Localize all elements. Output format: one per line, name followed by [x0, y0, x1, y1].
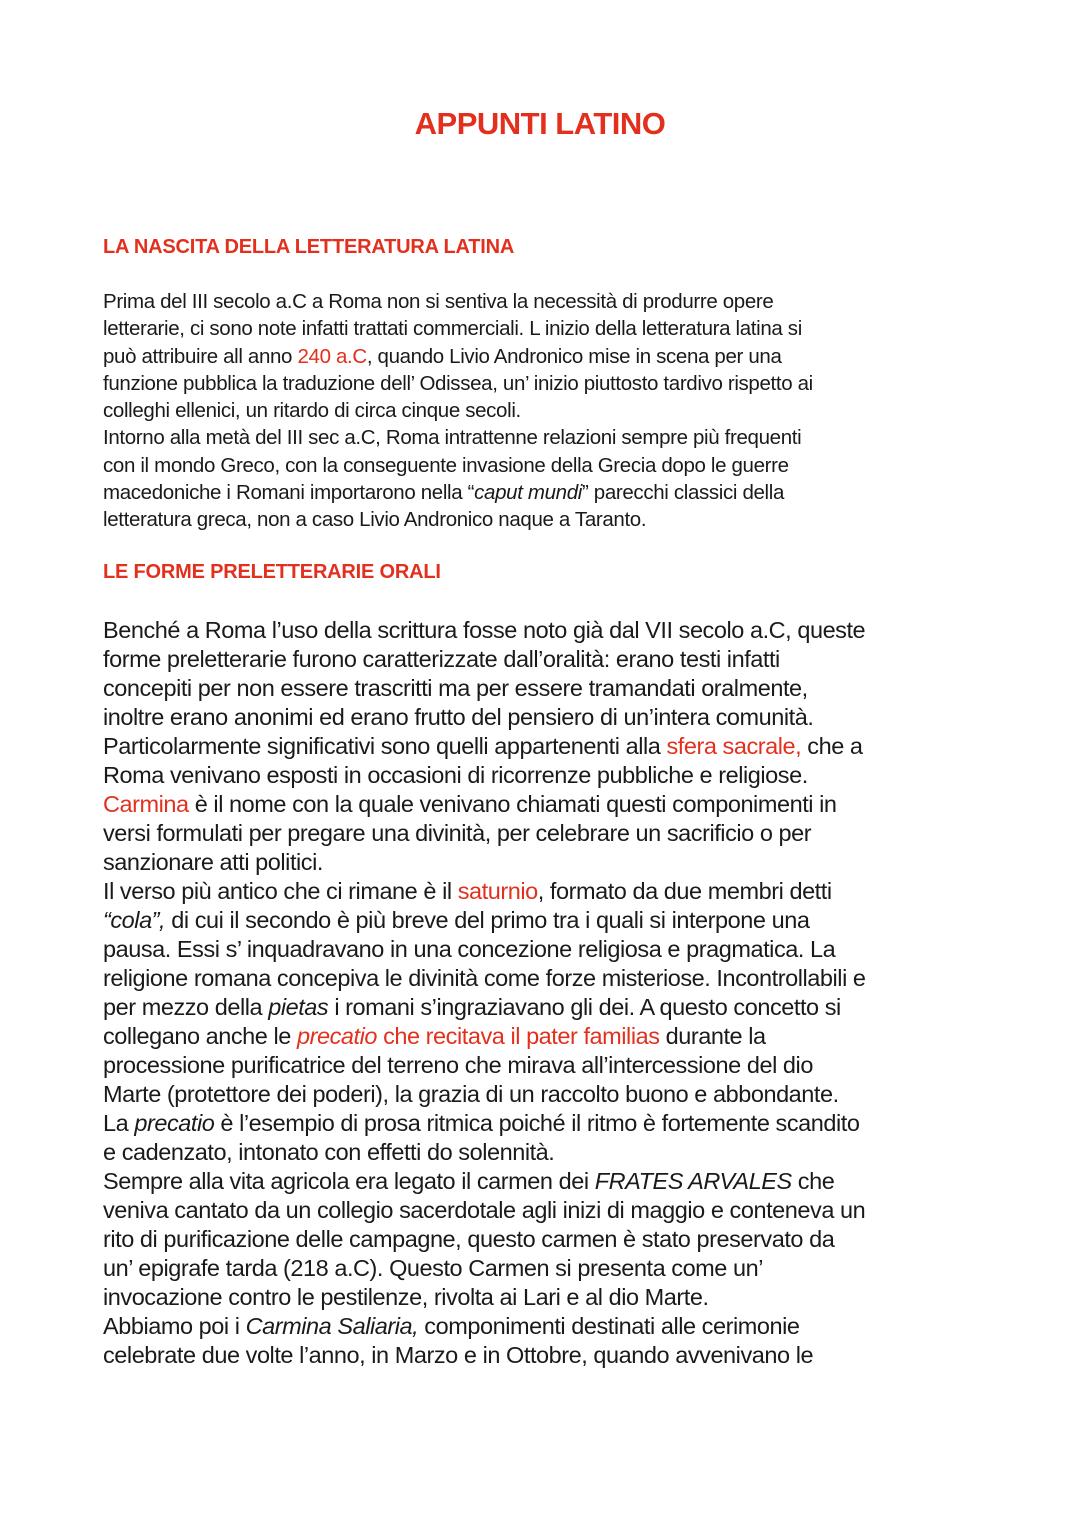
text-line	[103, 906, 866, 935]
italic-text: precatio	[134, 1110, 215, 1136]
text-segment: La	[103, 1110, 135, 1136]
text-segment: che a	[801, 733, 863, 759]
text-line	[103, 1196, 866, 1225]
text-segment: i romani s’ingraziavano gli dei. A questo concetto si	[328, 994, 841, 1020]
text-segment: è l’esempio di prosa ritmica poiché il ritmo è fortemente scandito	[214, 1110, 860, 1136]
text-segment: durante la	[659, 1023, 766, 1049]
text-segment: Sempre alla vita agricola era legato il carmen dei	[103, 1168, 595, 1194]
text-line	[103, 732, 866, 761]
text-line	[103, 370, 813, 397]
highlighted-text: saturnio	[457, 878, 538, 904]
section-body-forme-preletterarie	[103, 616, 866, 1370]
text-line	[103, 674, 866, 703]
italic-text: pietas	[268, 994, 329, 1020]
text-segment: un’ epigrafe tarda (218 a.C). Questo Carmen si presenta come un’	[103, 1255, 764, 1281]
text-line	[103, 616, 866, 645]
text-line	[103, 1138, 866, 1167]
section-body-nascita	[103, 288, 813, 534]
text-line	[103, 993, 866, 1022]
text-line	[103, 1022, 866, 1051]
text-line	[103, 315, 813, 342]
text-segment: sanzionare atti politici.	[103, 849, 323, 875]
italic-text: FRATES ARVALES	[594, 1168, 792, 1194]
text-line	[103, 1109, 866, 1138]
text-line	[103, 1283, 866, 1312]
text-segment: pausa. Essi s’ inquadravano in una concezione religiosa e pragmatica. La	[103, 936, 836, 962]
text-segment: collegano anche le	[103, 1023, 297, 1049]
section-heading-forme-preletterarie: LE FORME PRELETTERARIE ORALI	[103, 561, 441, 583]
text-segment: , quando Livio Andronico mise in scena per una	[366, 344, 782, 368]
text-line	[103, 1225, 866, 1254]
text-line	[103, 935, 866, 964]
text-segment: ” parecchi classici della	[581, 481, 785, 505]
text-segment: componimenti destinati alle cerimonie	[418, 1313, 800, 1339]
italic-text: caput mundi	[474, 481, 582, 505]
highlighted-text: 240 a.C	[297, 344, 367, 368]
highlighted-text: Carmina	[103, 791, 189, 817]
text-line	[103, 452, 813, 479]
text-line	[103, 848, 866, 877]
text-line	[103, 964, 866, 993]
text-line	[103, 761, 866, 790]
italic-text: Carmina Saliaria,	[245, 1313, 419, 1339]
text-segment: processione purificatrice del terreno che mirava all’intercessione del dio	[103, 1052, 813, 1078]
text-line	[103, 645, 866, 674]
highlighted-text: che recitava il pater familias	[376, 1023, 660, 1049]
italic-text: “cola”,	[103, 907, 166, 933]
text-line	[103, 1080, 866, 1109]
text-line	[103, 397, 813, 424]
text-segment: Intorno alla metà del III sec a.C, Roma intrattenne relazioni sempre più frequenti	[103, 426, 802, 450]
text-line	[103, 819, 866, 848]
section-heading-nascita: LA NASCITA DELLA LETTERATURA LATINA	[103, 236, 515, 258]
text-line	[103, 479, 813, 506]
text-segment: celebrate due volte l’anno, in Marzo e in Ottobre, quando avvenivano le	[103, 1342, 814, 1368]
text-segment: letteratura greca, non a caso Livio Andronico naque a Taranto.	[103, 508, 647, 532]
text-segment: concepiti per non essere trascritti ma per essere tramandati oralmente,	[103, 675, 808, 701]
text-segment: Benché a Roma l’uso della scrittura fosse noto già dal VII secolo a.C, queste	[103, 617, 866, 643]
text-line	[103, 703, 866, 732]
text-segment: inoltre erano anonimi ed erano frutto del pensiero di un’intera comunità.	[103, 704, 814, 730]
text-line	[103, 877, 866, 906]
text-segment: rito di purificazione delle campagne, questo carmen è stato preservato da	[103, 1226, 835, 1252]
text-segment: Il verso più antico che ci rimane è il	[103, 878, 458, 904]
text-line	[103, 288, 813, 315]
text-line	[103, 343, 813, 370]
text-line	[103, 790, 866, 819]
text-segment: Prima del III secolo a.C a Roma non si sentiva la necessità di produrre opere	[103, 290, 774, 313]
text-segment: di cui il secondo è più breve del primo tra i quali si interpone una	[165, 907, 810, 933]
text-segment: colleghi ellenici, un ritardo di circa cinque secoli.	[103, 399, 521, 423]
text-segment: Abbiamo poi i	[103, 1313, 246, 1339]
text-segment: forme preletterarie furono caratterizzate dall’oralità: erano testi infatti	[103, 646, 780, 672]
text-line	[103, 1167, 866, 1196]
text-segment: , formato da due membri detti	[537, 878, 832, 904]
text-line	[103, 506, 813, 533]
text-line	[103, 1254, 866, 1283]
text-segment: macedoniche i Romani importarono nella “	[103, 481, 475, 505]
text-line	[103, 1051, 866, 1080]
text-segment: è il nome con la quale venivano chiamati questi componimenti in	[188, 791, 837, 817]
text-segment: con il mondo Greco, con la conseguente invasione della Grecia dopo le guerre	[103, 453, 789, 477]
highlighted-text: precatio	[296, 1023, 377, 1049]
text-segment: che	[791, 1168, 835, 1194]
text-segment: Roma venivano esposti in occasioni di ricorrenze pubbliche e religiose.	[103, 762, 808, 788]
highlighted-text: sfera sacrale,	[666, 733, 802, 759]
text-line	[103, 1341, 866, 1370]
text-segment: versi formulati per pregare una divinità, per celebrare un sacrificio o per	[103, 820, 812, 846]
text-segment: Particolarmente significativi sono quelli appartenenti alla	[103, 733, 667, 759]
text-segment: invocazione contro le pestilenze, rivolta ai Lari e al dio Marte.	[103, 1284, 709, 1310]
text-segment: e cadenzato, intonato con effetti do solennità.	[103, 1139, 555, 1165]
text-segment: può attribuire all anno	[103, 344, 298, 368]
text-segment: funzione pubblica la traduzione dell’ Odissea, un’ inizio piuttosto tardivo rispetto ai	[103, 371, 813, 395]
text-segment: veniva cantato da un collegio sacerdotale agli inizi di maggio e conteneva un	[103, 1197, 866, 1223]
page-title: APPUNTI LATINO	[414, 106, 666, 141]
text-segment: per mezzo della	[103, 994, 269, 1020]
text-line	[103, 424, 813, 451]
text-segment: letterarie, ci sono note infatti trattati commerciali. L inizio della letteratura latina si	[103, 317, 802, 341]
text-segment: religione romana concepiva le divinità come forze misteriose. Incontrollabili e	[103, 965, 866, 991]
text-segment: Marte (protettore dei poderi), la grazia di un raccolto buono e abbondante.	[103, 1081, 839, 1107]
text-line	[103, 1312, 866, 1341]
